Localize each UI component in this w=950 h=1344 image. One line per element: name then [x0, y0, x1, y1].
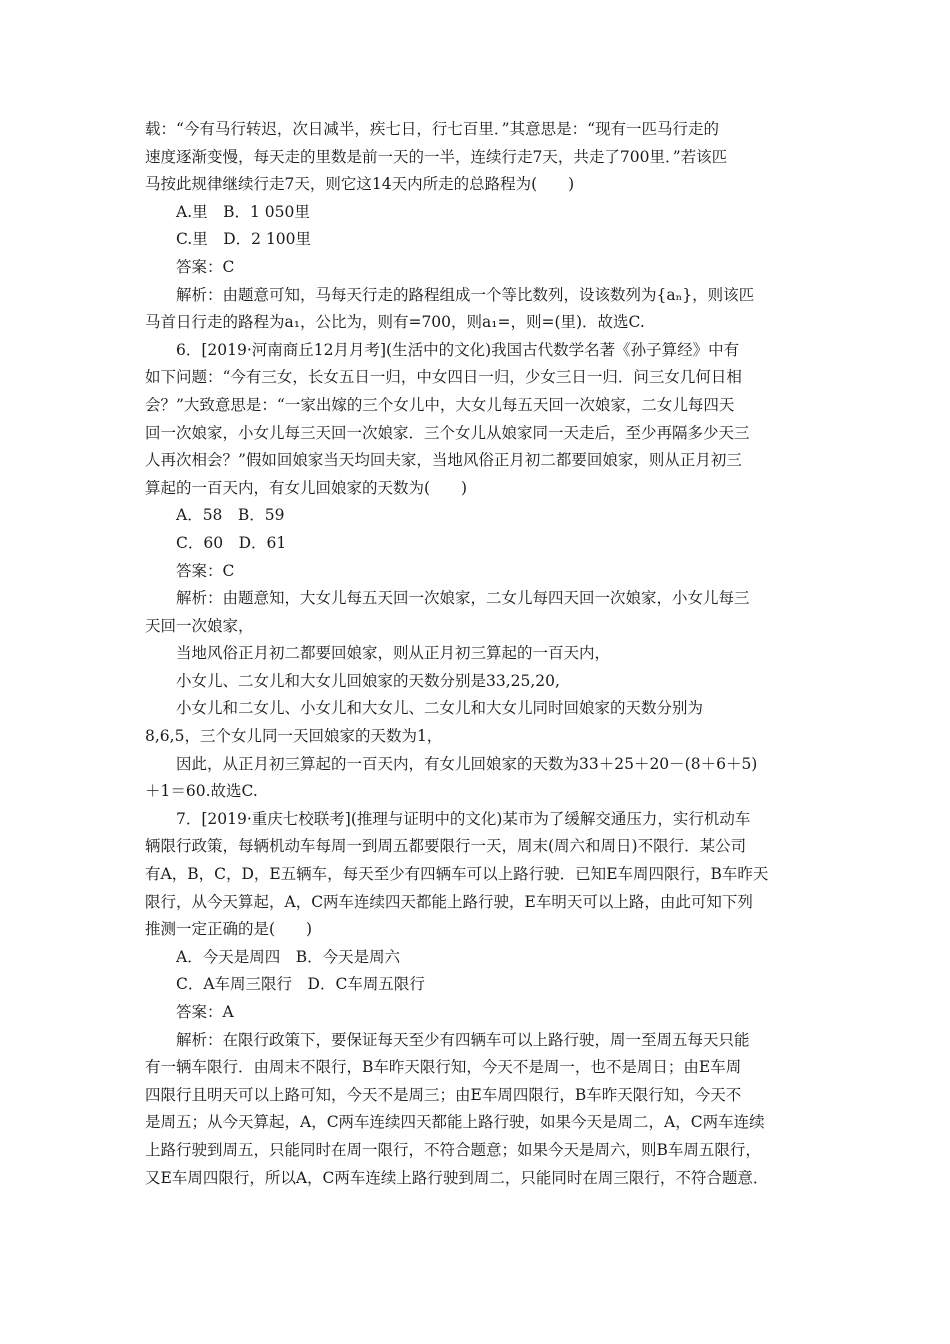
text-line: 推测一定正确的是( )	[145, 920, 313, 939]
text-line: 解析：由题意可知，马每天行走的路程组成一个等比数列，设该数列为{aₙ}，则该匹	[176, 285, 755, 304]
text-line: C．60 D．61	[176, 533, 287, 552]
text-line: 小女儿、二女儿和大女儿回娘家的天数分别是33,25,20,	[176, 671, 560, 690]
text-line: 速度逐渐变慢，每天走的里数是前一天的一半，连续行走7天，共走了700里．”若该匹	[145, 147, 728, 166]
text-line: 辆限行政策，每辆机动车每周一到周五都要限行一天，周末(周六和周日)不限行．某公司	[145, 837, 747, 856]
text-line: 有一辆车限行．由周末不限行，B车昨天限行知，今天不是周一，也不是周日；由E车周	[145, 1058, 742, 1077]
text-line: 人再次相会？”假如回娘家当天均回夫家，当地风俗正月初二都要回娘家，则从正月初三	[145, 451, 742, 470]
text-line: 限行，从今天算起，A，C两车连续四天都能上路行驶，E车明天可以上路，由此可知下列	[145, 892, 753, 911]
text-line: 又E车周四限行，所以A，C两车连续上路行驶到周二，只能同时在周三限行，不符合题意．	[145, 1168, 769, 1187]
text-line: A.里 B．1 050里	[176, 202, 310, 221]
text-line: 载：“今有马行转迟，次日减半，疾七日，行七百里．”其意思是：“现有一匹马行走的	[145, 120, 720, 138]
text-line: ＋1＝60.故选C.	[145, 782, 258, 801]
document-body	[145, 116, 813, 1192]
text-line: 小女儿和二女儿、小女儿和大女儿、二女儿和大女儿同时回娘家的天数分别为	[176, 699, 704, 718]
text-line: A．58 B．59	[176, 506, 285, 525]
text-line: C.里 D．2 100里	[176, 230, 312, 249]
text-line: 6．[2019·河南商丘12月月考](生活中的文化)我国古代数学名著《孙子算经》中有	[176, 340, 740, 359]
text-line: 四限行且明天可以上路可知，今天不是周三；由E车周四限行，B车昨天限行知，今天不	[145, 1085, 742, 1104]
text-line: 答案：C	[176, 561, 235, 580]
text-line: 是周五；从今天算起，A，C两车连续四天都能上路行驶，如果今天是周二，A，C两车连续	[145, 1113, 765, 1132]
text-line: 马按此规律继续行走7天，则它这14天内所走的总路程为( )	[145, 175, 575, 194]
text-line: 上路行驶到周五，只能同时在周一限行，不符合题意；如果今天是周六，则B车周五限行，	[145, 1140, 761, 1159]
text-line: 会？”大致意思是：“一家出嫁的三个女儿中，大女儿每五天回一次娘家，二女儿每四天	[145, 395, 735, 414]
text-line: 解析：在限行政策下，要保证每天至少有四辆车可以上路行驶，周一至周五每天只能	[176, 1030, 750, 1049]
text-line: 当地风俗正月初二都要回娘家，则从正月初三算起的一百天内，	[176, 644, 611, 663]
text-line: 算起的一百天内，有女儿回娘家的天数为( )	[145, 478, 468, 497]
text-line: C．A车周三限行 D．C车周五限行	[176, 975, 425, 994]
text-line: 8,6,5，三个女儿同一天回娘家的天数为1，	[145, 727, 443, 746]
text-line: A．今天是周四 B．今天是周六	[176, 947, 401, 966]
text-line: 答案：A	[176, 1003, 234, 1021]
text-line: 马首日行走的路程为a₁，公比为，则有=700，则a₁=，则=(里)．故选C.	[145, 313, 645, 332]
text-line: 7．[2019·重庆七校联考](推理与证明中的文化)某市为了缓解交通压力，实行机动车	[176, 809, 751, 828]
text-line: 回一次娘家，小女儿每三天回一次娘家．三个女儿从娘家同一天走后，至少再隔多少天三	[145, 423, 750, 442]
text-line: 解析：由题意知，大女儿每五天回一次娘家，二女儿每四天回一次娘家，小女儿每三	[176, 589, 750, 608]
text-line: 答案：C	[176, 257, 235, 276]
text-line: 天回一次娘家，	[145, 616, 254, 635]
text-line: 有A，B，C，D，E五辆车，每天至少有四辆车可以上路行驶．已知E车周四限行，B车昨天	[145, 865, 769, 884]
text-line: 如下问题：“今有三女，长女五日一归，中女四日一归，少女三日一归．问三女几何日相	[145, 368, 742, 387]
text-line: 因此，从正月初三算起的一百天内，有女儿回娘家的天数为33＋25＋20－(8＋6＋5)	[176, 754, 758, 773]
